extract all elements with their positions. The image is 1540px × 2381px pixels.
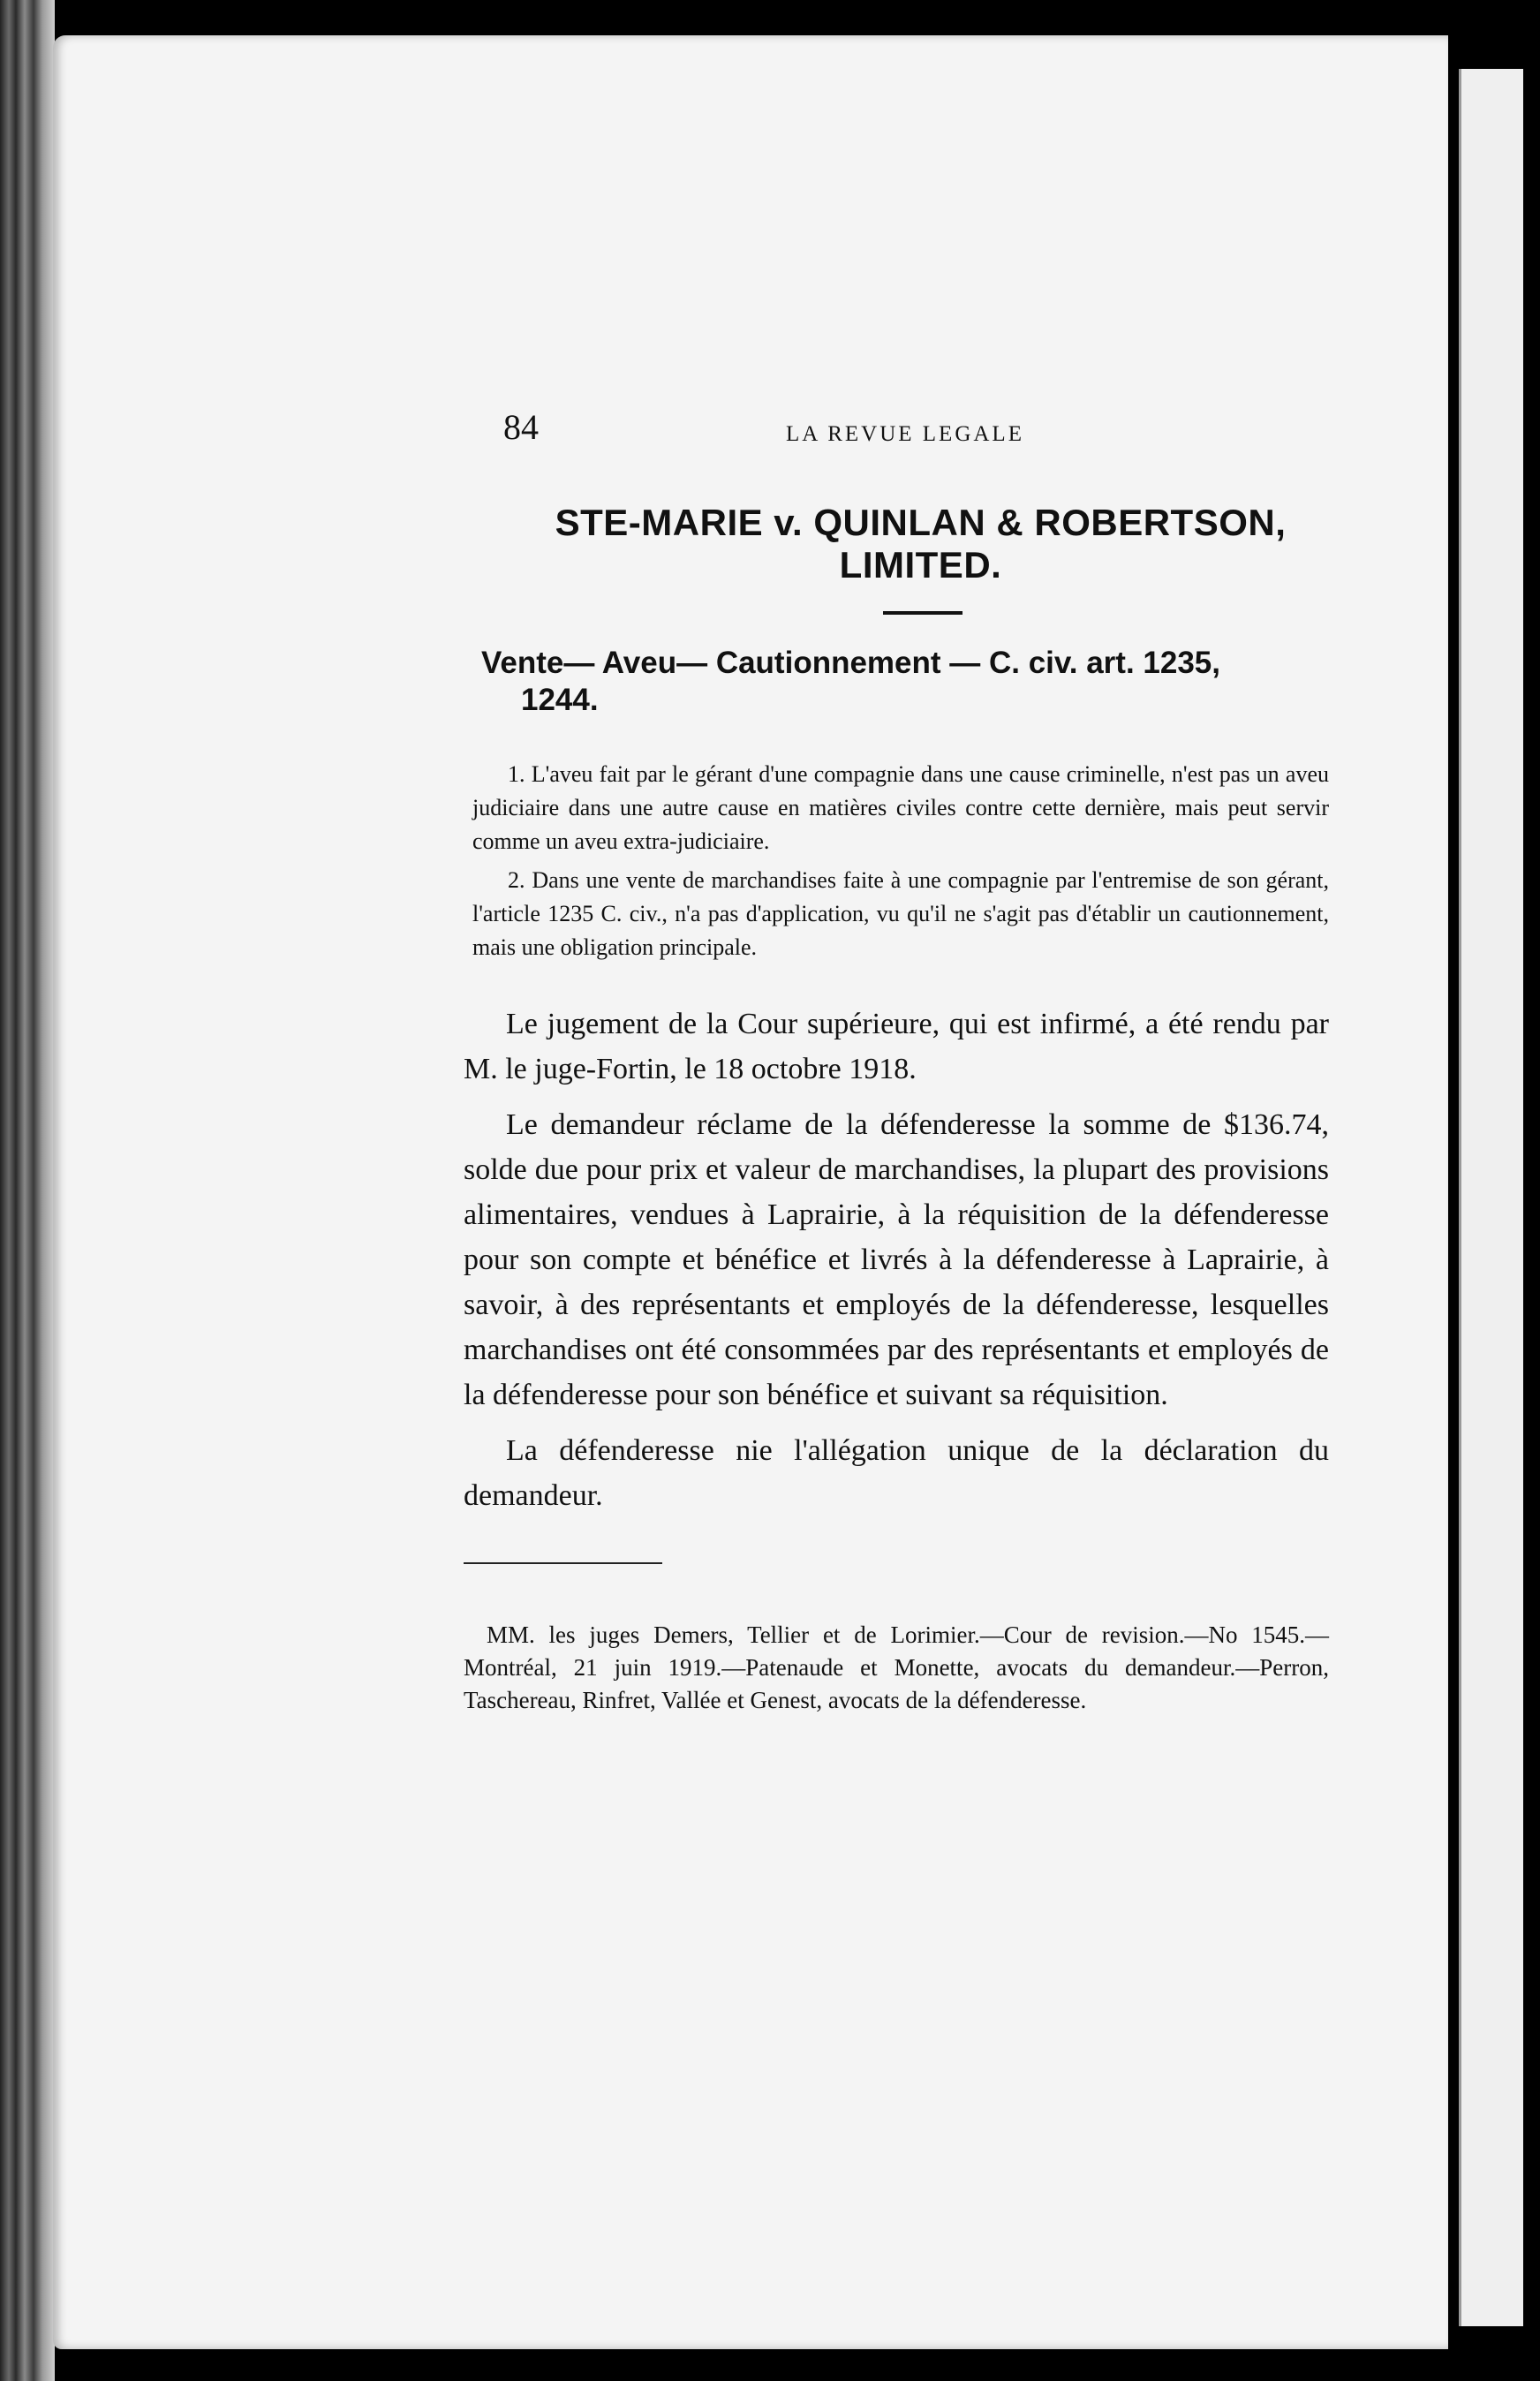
body-paragraph: Le jugement de la Cour supérieure, qui est infirmé, a été rendu par M. le juge-Fortin, le 18 octobre 1918. [464,1008,1329,1085]
footnote: MM. les juges Demers, Tellier et de Lorimier.—Cour de revision.—No 1545.—Montréal, 21 juin 1919.—Patenaude et Monette, avocats du demandeur.—Perron, Taschereau, Rinfret, Vallée et Genest, avocats de la défenderesse. [464,1621,1329,1713]
case-title: STE-MARIE v. QUINLAN & ROBERTSON, LIMITED. [555,502,1287,586]
scanned-page [53,35,1448,2349]
page-number: 84 [503,407,539,447]
body-paragraph: La défenderesse nie l'allégation unique de la déclaration du demandeur. [464,1434,1329,1512]
book-binding-edge [0,0,55,2381]
subject-line-2: 1244. [521,683,599,717]
title-divider [883,611,962,615]
subject-line-1: Vente— Aveu— Cautionnement — C. civ. art. 1235, [481,646,1220,680]
page-content [464,397,1329,1717]
case-summary [472,758,1329,964]
case-body [464,1002,1329,1518]
adjacent-page-edge [1459,69,1523,2326]
summary-point-2: 2. Dans une vente de marchandises faite à une compagnie par l'entremise de son gérant, l'article 1235 C. civ., n'a pas d'application, vu qu'il ne s'agit pas d'établir un cautionnement, mais une obligation principale. [472,867,1329,960]
page-header [464,397,1329,459]
summary-point-1: 1. L'aveu fait par le gérant d'une compagnie dans une cause criminelle, n'est pas un aveu judiciaire dans une autre cause en matières civiles contre cette dernière, mais peut servir comme un aveu extra-judiciaire. [472,761,1329,854]
running-title: LA REVUE LEGALE [786,422,1024,446]
subject-headnote [481,645,1329,719]
body-paragraph: Le demandeur réclame de la défenderesse la somme de $136.74, solde due pour prix et valeur de marchandises, la plupart des provisions alimentaires, vendues à Laprairie, à la réquisition de la défenderesse pour son compte et bénéfice et livrés à la défenderesse à Laprairie, à savoir, à des représentants et employés de la défenderesse, lesquelles marchandises ont été consommées par des représentants et employés de la défenderesse pour son bénéfice et suivant sa réquisition. [464,1108,1329,1411]
footnote-divider [464,1562,662,1564]
